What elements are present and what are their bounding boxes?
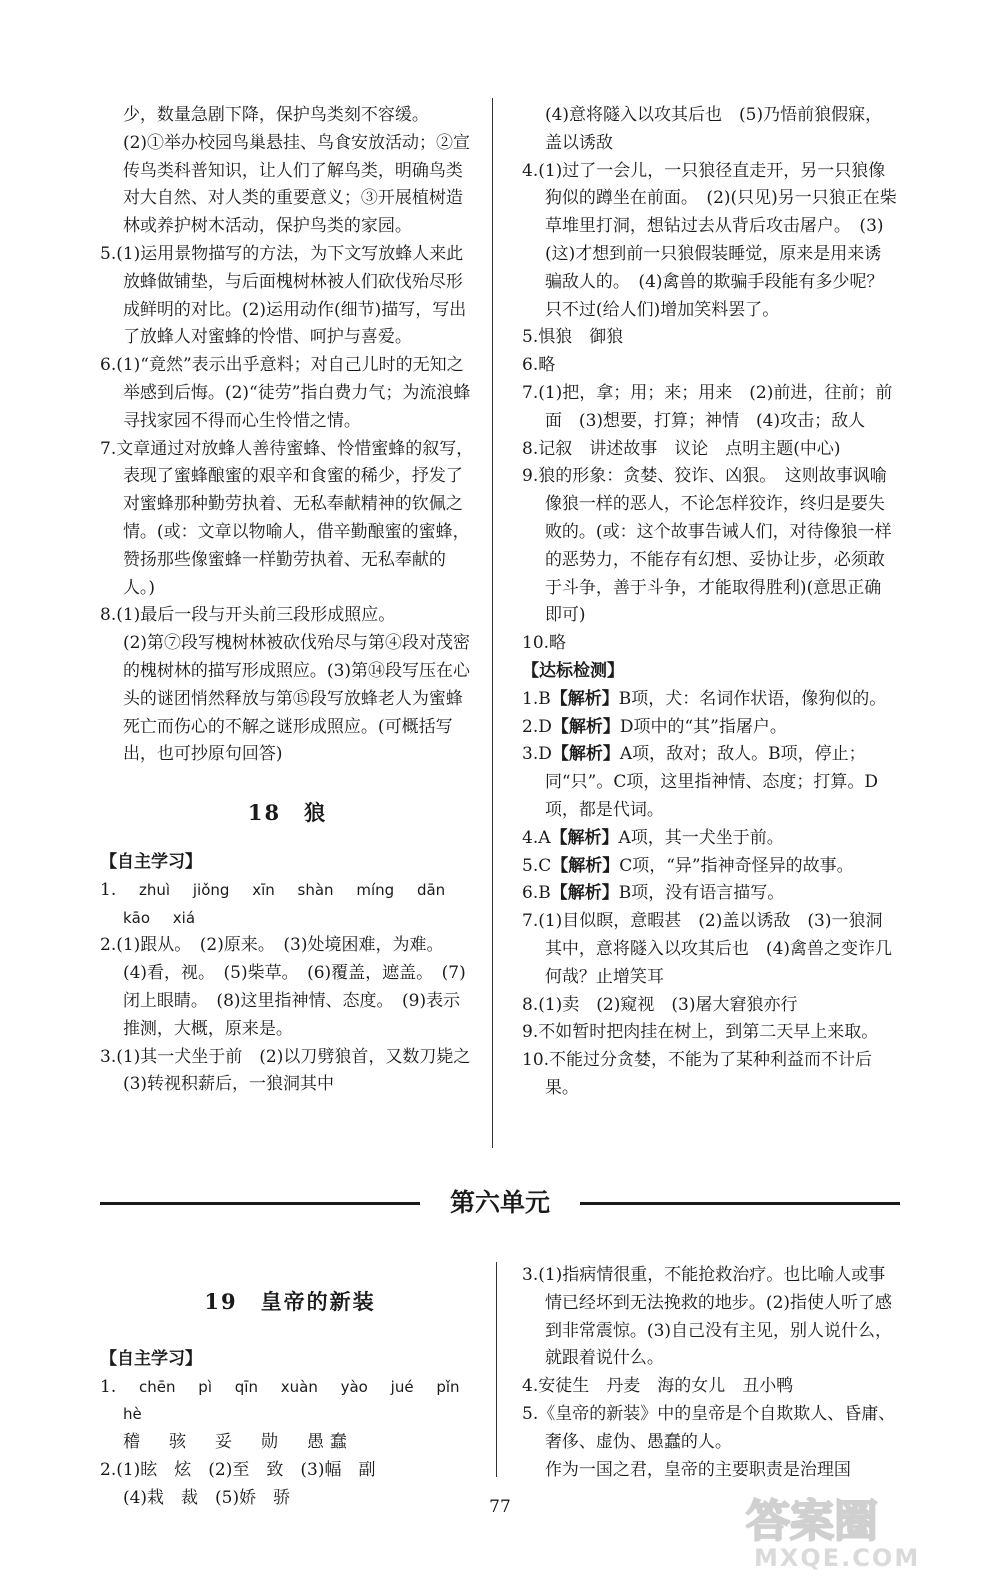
answer-text: 6.B【解析】B项，没有语言描写。: [522, 883, 785, 904]
answer-text: (4)意将隧入以攻其后也 (5)乃悟前狼假寐，盖以诱敌: [544, 105, 883, 153]
column-rule-top: [492, 98, 493, 1148]
section-label: 【达标检测】: [522, 660, 624, 681]
answer-text: 7.(1)目似瞑，意暇甚 (2)盖以诱敌 (3)一狼洞其中，意将隧入以攻其后也 (4)禽兽之变诈几何哉？止增笑耳: [522, 911, 893, 987]
answer-text: 作为一国之君，皇帝的主要职责是治理国: [544, 1459, 851, 1480]
lesson-19-title: 19 皇帝的新装: [204, 1289, 376, 1314]
column-rule-bottom: [496, 1262, 497, 1477]
answer-text: 8.(1)最后一段与开头前三段形成照应。: [100, 605, 396, 626]
watermark-logo-graphic: [738, 1488, 988, 1572]
answer-text: 10.不能过分贪婪，不能为了某种利益而不计后果。: [522, 1050, 873, 1098]
answer-text: 9.狼的形象：贪婪、狡诈、凶狠。 这则故事讽喻像狼一样的恶人，不论怎样狡诈，终归是要失败的。(或：这个故事告诫人们，对待像狼一样的恶势力，不能存有幻想、妥协让步，必须敢于斗争，善于斗争，才能取得胜利)(意思正确即可): [522, 466, 892, 626]
answer-text: 少，数量急剧下降，保护鸟类刻不容缓。: [122, 105, 429, 125]
hanzi-answer: 稽 骇 妥 勋 愚蠢: [122, 1432, 353, 1453]
answer-text: 6.(1)“竟然”表示出乎意料；对自己儿时的无知之举感到后悔。(2)“徒劳”指白费力气；为流浪蜂寻找家园不得而心生怜惜之情。: [100, 355, 471, 431]
answer-text: 3.(1)指病情很重，不能抢救治疗。也比喻人或事情已经坏到无法挽救的地步。(2)指使人听了感到非常震惊。(3)自己没有主见，别人说什么，就跟着说什么。: [522, 1265, 893, 1369]
answer-text: 7.(1)把，拿；用；来；用来 (2)前进，往前；前面 (3)想要，打算；神情 (4)攻击；敌人: [522, 382, 893, 431]
answer-text: 8.记叙 讲述故事 议论 点明主题(中心): [522, 438, 841, 459]
answer-text: 4.安徒生 丹麦 海的女儿 丑小鸭: [522, 1376, 794, 1397]
answer-text: 7.文章通过对放蜂人善待蜜蜂、怜惜蜜蜂的叙写，表现了蜜蜂酿蜜的艰辛和食蜜的稀少，抒发了对蜜蜂那种勤劳执着、无私奉献精神的钦佩之情。(或：文章以物喻人，借辛勤酿蜜的蜜蜂，赞扬那些像蜜蜂一样勤劳执着、无私奉献的人。): [100, 438, 474, 598]
left-column-top: [100, 102, 488, 1099]
answer-text: 6.略: [522, 355, 556, 376]
answer-text: 3.(1)其一犬坐于前 (2)以刀劈狼首，又数刀毙之 (3)转视积薪后，一狼洞其中: [100, 1046, 488, 1095]
unit-title: 第六单元: [100, 1183, 900, 1223]
answer-text: (2)①举办校园鸟巢悬挂、鸟食安放活动；②宣传鸟类科普知识，让人们了解鸟类，明确鸟类对大自然、对人类的重要意义；③开展植树造林或养护树木活动，保护鸟类的家园。: [122, 132, 471, 237]
answer-text: 5.惧狼 御狼: [522, 327, 624, 348]
answer-text: 2.D【解析】D项中的“其”指屠户。: [522, 716, 787, 737]
right-column-bottom: [522, 1262, 898, 1484]
left-column-bottom: [100, 1288, 480, 1513]
watermark-url: MXQE.COM: [754, 1544, 921, 1572]
answer-text: (4)栽 裁 (5)娇 骄: [122, 1487, 291, 1508]
answer-text: 2.(1)眩 炫 (2)至 致 (3)幅 副: [100, 1459, 376, 1480]
section-label: 【自主学习】: [100, 851, 202, 872]
answer-text: 2.(1)跟从。 (2)原来。 (3)处境困难，为难。 (4)看，视。 (5)柴草。 (6)覆盖，遮盖。 (7)闭上眼睛。 (8)这里指神情、态度。 (9)表示推测，大概，原来是。: [100, 935, 466, 1039]
watermark-logo: [738, 1488, 988, 1572]
pinyin-answer: 1. zhuì jiǒng xīn shàn míng dān kāo xiá: [100, 879, 446, 927]
answer-text: 5.C【解析】C项，“异”指神奇怪异的故事。: [522, 855, 854, 876]
page-number: 77: [489, 1497, 511, 1517]
answer-text: (2)第⑦段写槐树林被砍伐殆尽与第④段对茂密的槐树林的描写形成照应。(3)第⑭段写压在心头的谜团悄然释放与第⑮段写放蜂老人为蜜蜂死亡而伤心的不解之谜形成照应。(可概括写出，也可抄原句回答): [122, 633, 471, 765]
pinyin-answer: 1. chēn pì qīn xuàn yào jué pǐn hè: [100, 1376, 460, 1424]
answer-text: 3.D【解析】A项，敌对；敌人。B项，停止；同“只”。C项，这里指神情、态度；打算。D项，都是代词。: [522, 744, 878, 820]
answer-text: 5.《皇帝的新装》中的皇帝是个自欺欺人、昏庸、奢侈、虚伪、愚蠢的人。: [522, 1403, 896, 1452]
answer-text: 10.略: [522, 633, 567, 654]
watermark-text: 答案圈: [746, 1496, 878, 1547]
answer-text: 4.A【解析】A项，其一犬坐于前。: [522, 827, 784, 848]
answer-text: 8.(1)卖 (2)窥视 (3)屠大窘狼亦行: [522, 994, 798, 1015]
unit-divider: [100, 1183, 900, 1223]
answer-text: 4.(1)过了一会儿，一只狼径直走开，另一只狼像狗似的蹲坐在前面。 (2)(只见)另一只狼正在柴草堆里打洞，想钻过去从背后攻击屠户。 (3)(这)才想到前一只狼假装睡觉，原来是用来诱骗敌人的。 (4)禽兽的欺骗手段能有多少呢？只不过(给人们)增加笑料罢了。: [522, 160, 897, 320]
answer-text: 5.(1)运用景物描写的方法，为下文写放蜂人来此放蜂做铺垫，与后面槐树林被人们砍伐殆尽形成鲜明的对比。(2)运用动作(细节)描写，写出了放蜂人对蜜蜂的怜惜、呵护与喜爱。: [100, 243, 467, 348]
section-label: 【自主学习】: [100, 1348, 202, 1369]
lesson-18-title: 18 狼: [247, 800, 328, 826]
right-column-top: [522, 102, 898, 1103]
answer-text: 9.不如暂时把肉挂在树上，到第二天早上来取。: [522, 1022, 879, 1043]
answer-text: 1.B【解析】B项，犬：名词作状语，像狗似的。: [522, 688, 887, 709]
